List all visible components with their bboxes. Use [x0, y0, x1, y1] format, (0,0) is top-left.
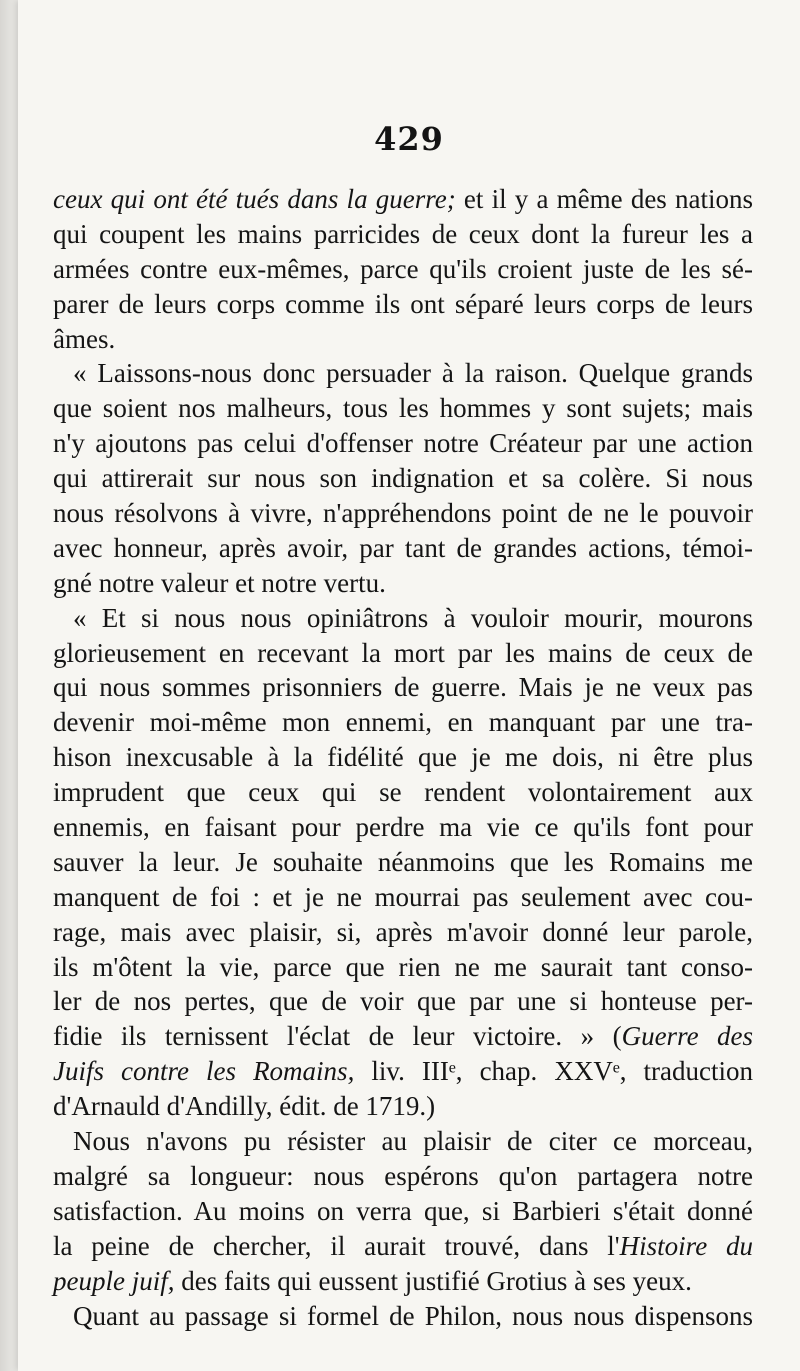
text-line [53, 217, 753, 252]
page-number: 429 [374, 120, 444, 158]
text-line [53, 252, 753, 287]
text-line [53, 391, 753, 426]
text-line [53, 670, 753, 705]
text-segment: manquent de foi : et je ne mourrai pas seulement avec cou- [53, 881, 753, 912]
text-line [53, 496, 753, 531]
text-segment: âmes. [53, 323, 116, 354]
text-line [53, 1159, 753, 1194]
text-segment: fidie ils ternissent l'éclat de leur victoire. » ( [53, 1021, 622, 1052]
text-line [53, 287, 753, 322]
text-segment: Quant au passage si formel de Philon, nous nous dispensons [73, 1300, 753, 1331]
text-segment: qui nous sommes prisonniers de guerre. Mais je ne veux pas [53, 672, 753, 703]
text-line [53, 1124, 753, 1159]
text-segment: et il y a même des nations [455, 184, 753, 214]
text-line [53, 636, 753, 671]
text-segment: rage, mais avec plaisir, si, après m'avoir donné leur parole, [53, 916, 753, 947]
text-segment: glorieusement en recevant la mort par les mains de ceux de [53, 637, 753, 668]
italic-text-segment: Guerre des [621, 1021, 753, 1052]
text-line [53, 705, 753, 740]
text-segment: ennemis, en faisant pour perdre ma vie ce qu'ils font pour [53, 812, 753, 843]
text-line [53, 1299, 753, 1334]
text-segment: malgré sa longueur: nous espérons qu'on partagera notre [53, 1160, 753, 1191]
text-segment: que soient nos malheurs, tous les hommes y sont sujets; mais [53, 393, 753, 424]
text-segment: qui attirerait sur nous son indignation et sa colère. Si nous [53, 463, 753, 494]
page-body-text [53, 182, 753, 1333]
page-edge [0, 0, 18, 1371]
text-line [53, 182, 753, 217]
text-line [53, 601, 753, 636]
text-segment: devenir moi-même mon ennemi, en manquant par une tra- [53, 707, 753, 738]
text-segment: parer de leurs corps comme ils ont séparé leurs corps de leurs [53, 288, 753, 319]
italic-text-segment: ceux qui ont été tués dans la guerre; [53, 184, 456, 214]
text-line [53, 775, 753, 810]
text-segment: hison inexcusable à la fidélité que je me dois, ni être plus [53, 742, 753, 773]
text-segment: Nous n'avons pu résister au plaisir de citer ce morceau, [73, 1126, 753, 1157]
text-segment: qui coupent les mains parricides de ceux dont la fureur les a [53, 218, 753, 249]
text-segment: d'Arnauld d'Andilly, édit. de 1719.) [53, 1091, 436, 1122]
text-line [53, 740, 753, 775]
text-segment: armées contre eux-mêmes, parce qu'ils croient juste de les sé- [53, 253, 753, 284]
text-line [53, 915, 753, 950]
text-line [53, 810, 753, 845]
text-segment: satisfaction. Au moins on verra que, si Barbieri s'était donné [53, 1195, 753, 1226]
text-segment: « Laissons-nous donc persuader à la raison. Quelque grands [73, 358, 753, 389]
text-line [53, 1229, 753, 1264]
text-line [53, 566, 753, 601]
text-segment: sauver la leur. Je souhaite néanmoins que les Romains me [53, 846, 753, 877]
text-line [53, 1019, 753, 1054]
text-segment: liv. IIIᵉ, chap. XXVᵉ, traduction [354, 1056, 753, 1087]
text-line [53, 1264, 753, 1299]
text-segment: des faits qui eussent justifié Grotius à ses yeux. [174, 1265, 692, 1296]
text-segment: imprudent que ceux qui se rendent volontairement aux [53, 777, 753, 808]
italic-text-segment: Juifs contre les Romains, [53, 1056, 355, 1087]
text-line [53, 845, 753, 880]
text-line [53, 984, 753, 1019]
text-line [53, 531, 753, 566]
text-line [53, 461, 753, 496]
book-page [18, 0, 800, 1371]
text-line [53, 426, 753, 461]
italic-text-segment: peuple juif, [53, 1265, 175, 1296]
text-segment: ils m'ôtent la vie, parce que rien ne me saurait tant conso- [53, 951, 753, 982]
text-segment: la peine de chercher, il aurait trouvé, dans l' [53, 1230, 620, 1261]
text-segment: « Et si nous nous opiniâtrons à vouloir mourir, mourons [73, 602, 753, 633]
text-segment: nous résolvons à vivre, n'appréhendons point de ne le pouvoir [53, 498, 753, 529]
text-segment: ler de nos pertes, que de voir que par une si honteuse per- [53, 986, 753, 1017]
text-segment: n'y ajoutons pas celui d'offenser notre Créateur par une action [53, 428, 753, 459]
text-line [53, 1194, 753, 1229]
text-line [53, 880, 753, 915]
text-segment: gné notre valeur et notre vertu. [53, 567, 386, 598]
text-line [53, 322, 753, 357]
italic-text-segment: Histoire du [619, 1230, 753, 1261]
text-line [53, 1089, 753, 1124]
text-line [53, 1054, 753, 1089]
text-line [53, 950, 753, 985]
text-segment: avec honneur, après avoir, par tant de grandes actions, témoi- [53, 532, 753, 563]
text-line [53, 356, 753, 391]
